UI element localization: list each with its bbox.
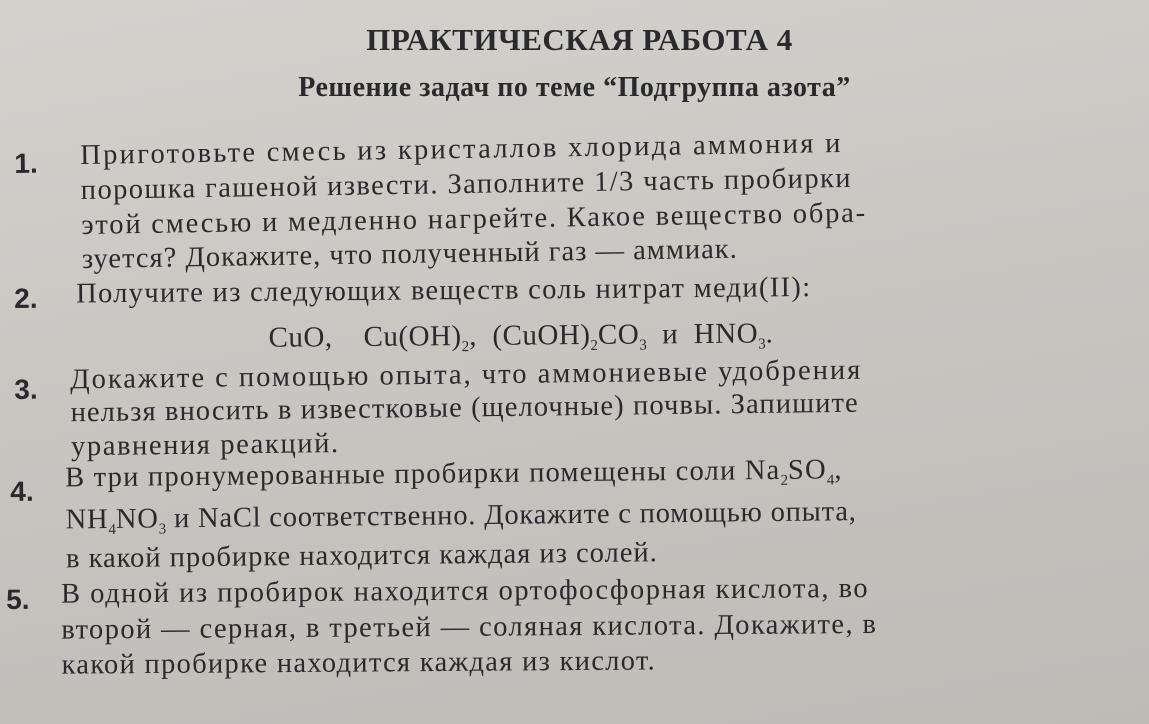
formula-cuoh2: $Cu(OH)_2$, [363, 319, 478, 356]
task-line: Приготовьте смесь из кристаллов хлорида аммония и [80, 127, 843, 171]
task-line: в какой пробирке находится каждая из солей. [65, 537, 658, 575]
formula-hno3: $HNO_3$. [693, 317, 774, 353]
task-line: какой пробирке находится каждая из кислот. [61, 645, 657, 681]
task-number: 4. [10, 475, 34, 507]
formula-cuo: CuO, [268, 321, 333, 354]
task-number: 1. [14, 147, 38, 179]
formula-line [268, 317, 773, 357]
formula-conjunction: и [662, 318, 679, 351]
task-number: 2. [14, 282, 38, 314]
task-line: уравнения реакций. [70, 428, 340, 463]
task-1 [14, 123, 1124, 275]
task-line: В одной из пробирок находится ортофосфорная кислота, во [61, 572, 870, 610]
task-line: $NH_4NO_3$ и NaCl соответственно. Докажите с помощью опыта, [65, 496, 857, 538]
task-number: 3. [14, 373, 38, 405]
task-number: 5. [6, 583, 30, 615]
task-line: нельзя вносить в известковые (щелочные) почвы. Запишите [70, 387, 859, 429]
task-line: второй — серная, в третьей — соляная кислота. Докажите, в [61, 608, 878, 646]
task-line: В три пронумерованные пробирки помещены соли $Na_2SO_4$, [65, 454, 843, 494]
task-line: Получите из следующих веществ соль нитрат меди(II): [76, 272, 812, 310]
task-line: порошка гашеной извести. Заполните 1/3 часть пробирки [80, 162, 853, 206]
page-subtitle: Решение задач по теме “Подгруппа азота” [298, 72, 851, 103]
task-line: Докажите с помощью опыта, что аммониевые удобрения [70, 354, 863, 396]
task-line: зуется? Докажите, что полученный газ — аммиак. [81, 233, 738, 275]
page-title: ПРАКТИЧЕСКАЯ РАБОТА 4 [366, 22, 793, 57]
task-line: этой смесью и медленно нагрейте. Какое вещество обра- [81, 197, 868, 241]
formula-malachite: $(CuOH)_2CO_3$ [492, 318, 647, 354]
